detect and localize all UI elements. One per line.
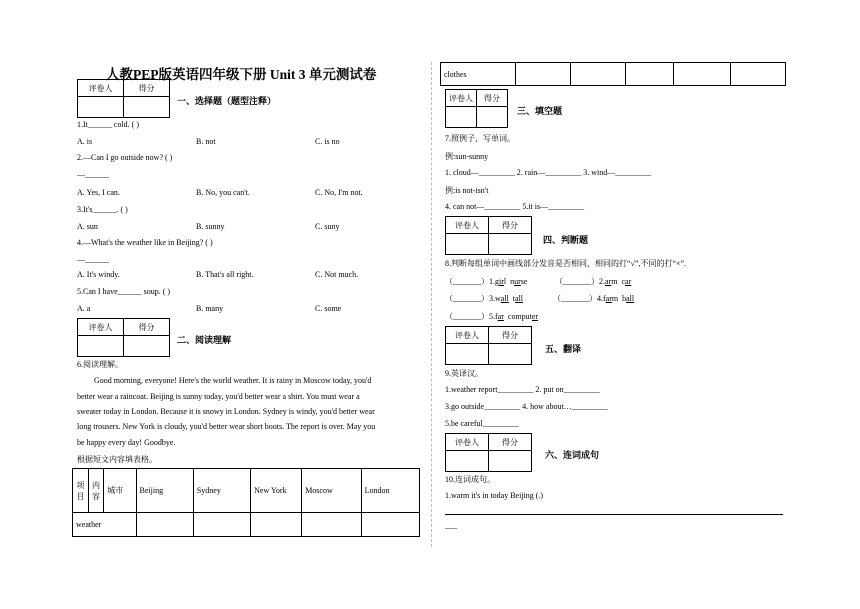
score-label: 得分: [477, 90, 508, 107]
score-cell[interactable]: [477, 107, 508, 128]
table-header-moscow: Moscow: [302, 469, 361, 513]
clothes-cell-moscow[interactable]: [674, 63, 731, 86]
clothes-table-row: [440, 62, 786, 86]
section-heading-judge: 四、判断题: [543, 236, 589, 246]
q8-item-5[interactable]: （_______）5.far computer: [445, 312, 539, 321]
score-box-4: [445, 216, 532, 255]
q3-option-c[interactable]: C. suny: [315, 222, 340, 231]
passage-line-5: be happy every day! Goodbye.: [77, 438, 176, 447]
q5-option-b[interactable]: B. many: [196, 304, 224, 313]
q5-stem: 5.Can I have______ soup. ( ): [77, 287, 171, 296]
passage-line-1: Good morning, everyone! Here's the world weather. It is rainy in Moscow today, you'd: [94, 376, 372, 385]
q3-option-b[interactable]: B. sunny: [196, 222, 225, 231]
score-box-5: [445, 326, 532, 365]
score-label: 得分: [489, 217, 532, 234]
clothes-cell-beijing[interactable]: [516, 63, 571, 86]
q8-item-4[interactable]: （_______）4.farm ball: [553, 294, 635, 303]
table-row-weather-label: weather: [73, 513, 137, 537]
q2-answer-blank: —______: [77, 170, 109, 179]
grader-label: 评卷人: [446, 327, 489, 344]
score-box-6: [445, 433, 532, 472]
q5-option-a[interactable]: A. a: [77, 304, 91, 313]
weather-table: [72, 468, 420, 537]
score-cell[interactable]: [489, 344, 532, 365]
q5-option-c[interactable]: C. some: [315, 304, 342, 313]
score-box-3: [445, 89, 508, 128]
table-header-item: 项 目: [73, 469, 89, 513]
q7-example-1: 例:sun-sunny: [445, 152, 489, 161]
q2-option-b[interactable]: B. No, you can't.: [196, 188, 250, 197]
section-heading-choice: 一、选择题（题型注释）: [177, 97, 277, 107]
clothes-cell-new-york[interactable]: [625, 63, 674, 86]
q7-line-2: 4. can not—_________ 5.it is—_________: [445, 202, 585, 211]
section-heading-translate: 五、翻译: [545, 345, 582, 355]
section-heading-sentence: 六、连词成句: [545, 451, 600, 461]
passage-line-4: long trousers. New York is cloudy, you'd better wear short boots. The report is over. May you: [77, 422, 376, 431]
page-divider: [431, 62, 432, 547]
q1-option-c[interactable]: C. is no: [315, 137, 340, 146]
q9-line-2: 3.go outside_________ 4. how about…_________: [445, 402, 608, 411]
q2-option-c[interactable]: C. No, I'm not.: [315, 188, 363, 197]
score-label: 得分: [124, 319, 170, 336]
grader-cell[interactable]: [446, 451, 489, 472]
q10-stem: 10.连词成句。: [445, 475, 495, 484]
q2-stem: 2.—Can I go outside now? ( ): [77, 153, 173, 162]
q3-option-a[interactable]: A. sun: [77, 222, 98, 231]
grader-cell[interactable]: [446, 344, 489, 365]
q1-option-b[interactable]: B. not: [196, 137, 216, 146]
q6-stem: 6.阅读理解。: [77, 360, 123, 369]
q9-line-3: 5.be careful_________: [445, 419, 519, 428]
q1-stem: 1.It______ cold. ( ): [77, 120, 139, 129]
grader-cell[interactable]: [78, 97, 124, 118]
q8-item-1[interactable]: （_______）1.girl nurse: [445, 277, 528, 286]
weather-cell-moscow[interactable]: [302, 513, 361, 537]
q8-item-2[interactable]: （_______）2.arm car: [555, 277, 632, 286]
score-cell[interactable]: [489, 451, 532, 472]
table-header-beijing: Beijing: [136, 469, 193, 513]
q2-option-a[interactable]: A. Yes, I can.: [77, 188, 120, 197]
score-box-2: [77, 318, 170, 357]
table-header-london: London: [361, 469, 419, 513]
q10-answer-tail: ___: [445, 521, 457, 530]
table-header-new-york: New York: [251, 469, 302, 513]
score-cell[interactable]: [124, 336, 170, 357]
table-header-content: 内 容: [88, 469, 104, 513]
q4-stem: 4.—What's the weather like in Beijing? ( ): [77, 238, 213, 247]
q7-line-1: 1. cloud—_________ 2. rain—_________ 3. wind—_________: [445, 168, 652, 177]
q7-example-2: 例:is not-isn't: [445, 186, 489, 195]
q10-line-1: 1.warm it's in today Beijing (.): [445, 491, 544, 500]
page-title: 人教PEP版英语四年级下册 Unit 3 单元测试卷: [106, 67, 377, 82]
q8-item-3[interactable]: （_______）3.wall tall: [445, 294, 524, 303]
grader-cell[interactable]: [446, 107, 477, 128]
table-row-clothes-label: clothes: [441, 63, 516, 86]
grader-label: 评卷人: [446, 217, 489, 234]
passage-line-2: better wear a raincoat. Beijing is sunny today, you'd better wear a shirt. You must wear a: [77, 392, 360, 401]
passage-line-3: sweater today in London. Because it is snowy in London. Sydney is windy, you'd better wear: [77, 407, 375, 416]
grader-label: 评卷人: [446, 90, 477, 107]
grader-cell[interactable]: [78, 336, 124, 357]
grader-label: 评卷人: [446, 434, 489, 451]
q10-answer-line[interactable]: [445, 514, 783, 515]
table-header-city: 城市: [104, 469, 136, 513]
q6-instruction: 根据短文内容填表格。: [77, 455, 157, 464]
table-header-sydney: Sydney: [193, 469, 250, 513]
weather-cell-beijing[interactable]: [136, 513, 193, 537]
grader-label: 评卷人: [78, 319, 124, 336]
section-heading-fill: 三、填空题: [517, 107, 563, 117]
section-heading-reading: 二、阅读理解: [177, 336, 232, 346]
q4-option-b[interactable]: B. That's all right.: [196, 270, 254, 279]
score-label: 得分: [489, 434, 532, 451]
clothes-cell-sydney[interactable]: [571, 63, 626, 86]
weather-cell-sydney[interactable]: [193, 513, 250, 537]
weather-cell-new-york[interactable]: [251, 513, 302, 537]
score-label: 得分: [124, 80, 170, 97]
q4-option-c[interactable]: C. Not much.: [315, 270, 359, 279]
weather-cell-london[interactable]: [361, 513, 419, 537]
q8-stem: 8.判断每组单词中画线部分发音是否相同，相同的打“√”,不同的打“×”.: [445, 259, 687, 268]
q1-option-a[interactable]: A. is: [77, 137, 93, 146]
score-cell[interactable]: [124, 97, 170, 118]
q7-stem: 7.照例子，写单词。: [445, 134, 515, 143]
score-label: 得分: [489, 327, 532, 344]
clothes-cell-london[interactable]: [731, 63, 786, 86]
grader-label: 评卷人: [78, 80, 124, 97]
score-cell[interactable]: [489, 234, 532, 255]
q4-option-a[interactable]: A. It's windy.: [77, 270, 120, 279]
grader-cell[interactable]: [446, 234, 489, 255]
q9-line-1: 1.weather report_________ 2. put on_________: [445, 385, 600, 394]
q3-stem: 3.It's______. ( ): [77, 205, 128, 214]
q9-stem: 9.英译汉。: [445, 369, 483, 378]
q4-answer-blank: —______: [77, 255, 109, 264]
score-box-1: [77, 79, 170, 118]
